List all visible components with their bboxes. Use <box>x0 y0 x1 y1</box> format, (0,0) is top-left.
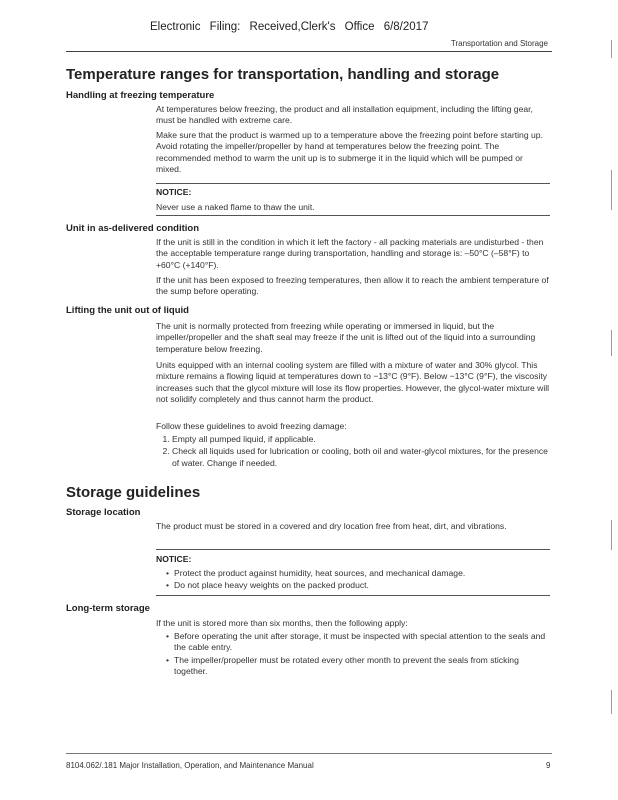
notice-bottom-rule <box>156 595 550 596</box>
notice-text-naked-flame: Never use a naked flame to thaw the unit. <box>156 202 315 212</box>
notice-top-rule <box>156 549 550 550</box>
paragraph-as-delivered-1: If the unit is still in the condition in which it left the factory - all packing materials are undisturbed - then the acceptable temperature range during transportation, handling and storage is: –50°C (–58°F) to +60°C (+140°F). <box>156 237 544 270</box>
footer-manual-title: 8104.062/.181 Major Installation, Operation, and Maintenance Manual <box>66 761 314 770</box>
scan-mark <box>611 690 612 714</box>
header-rule <box>66 51 552 52</box>
footer-rule <box>66 753 552 754</box>
list-item: • Do not place heavy weights on the packed product. <box>166 580 560 591</box>
heading-storage-location: Storage location <box>66 507 141 518</box>
notice-bottom-rule <box>156 215 550 216</box>
running-head: Transportation and Storage <box>450 39 548 48</box>
list-item: • The impeller/propeller must be rotated every other month to prevent the seals from sticking together. <box>166 655 546 678</box>
scan-mark <box>611 520 612 550</box>
scan-mark <box>611 40 612 58</box>
heading-long-term-storage: Long-term storage <box>66 603 150 614</box>
paragraph-handling-1: At temperatures below freezing, the product and all installation equipment, including the lifting gear, must be handled with extreme care. <box>156 104 533 126</box>
paragraph-lifting-1: The unit is normally protected from freezing while operating or immersed in liquid, but the impeller/propeller and the shaft seal may freeze if the unit is lifted out of the liquid into a surrounding temperature below freezing. <box>156 321 536 354</box>
list-item: • Protect the product against humidity, heat sources, and mechanical damage. <box>166 568 560 579</box>
heading-handling-freezing: Handling at freezing temperature <box>66 90 215 101</box>
paragraph-as-delivered-2: If the unit has been exposed to freezing temperatures, then allow it to reach the ambient temperature of the sump before operating. <box>156 275 549 297</box>
list-item: 1. Empty all pumped liquid, if applicable. <box>172 434 550 445</box>
paragraph-handling-2: Make sure that the product is warmed up to a temperature above the freezing point before starting up. Avoid rotating the impeller/propeller by hand at temperatures below the freezing point. The recommended method to warm the unit up is to submerge it in the liquid which will be pumped or mixed. <box>156 130 543 174</box>
freezing-guidelines-list <box>156 434 550 470</box>
paragraph-lifting-3: Follow these guidelines to avoid freezing damage: <box>156 421 347 431</box>
notice-label: NOTICE: <box>156 187 192 197</box>
heading-lifting: Lifting the unit out of liquid <box>66 305 189 316</box>
paragraph-storage-location: The product must be stored in a covered and dry location free from heat, dirt, and vibrations. <box>156 521 507 531</box>
paragraph-long-term: If the unit is stored more than six months, then the following apply: <box>156 618 408 628</box>
scan-mark <box>611 330 612 356</box>
notice-top-rule <box>156 183 550 184</box>
list-item: 2. Check all liquids used for lubrication or cooling, both oil and water-glycol mixtures, for the presence of water. Change if needed. <box>172 446 550 469</box>
page-number: 9 <box>546 761 551 770</box>
notice-label: NOTICE: <box>156 554 192 564</box>
section-title-storage: Storage guidelines <box>66 484 201 501</box>
section-title-temperature: Temperature ranges for transportation, handling and storage <box>66 66 500 83</box>
filing-stamp: Electronic Filing: Received,Clerk's Office 6/8/2017 <box>150 21 429 33</box>
paragraph-lifting-2: Units equipped with an internal cooling system are filled with a mixture of water and 30% glycol. This mixture remains a flowing liquid at temperatures down to −13°C (9°F). Below −13°C (9°F), the viscosity increases such that the glycol mixture will lose its flow properties. However, the glycol-water mixture will not solidify completely and thus cannot harm the product. <box>156 360 550 404</box>
long-term-list <box>156 631 546 678</box>
scan-mark <box>611 170 612 210</box>
list-item: • Before operating the unit after storage, it must be inspected with special attention to the seals and the cable entry. <box>166 631 546 654</box>
heading-as-delivered: Unit in as-delivered condition <box>66 223 200 234</box>
notice-list <box>156 568 560 593</box>
